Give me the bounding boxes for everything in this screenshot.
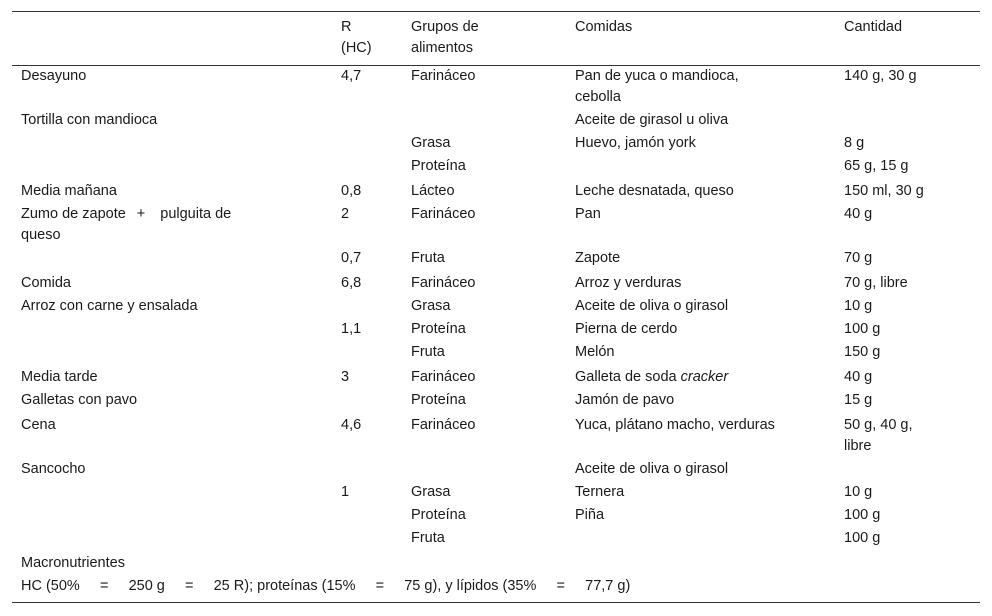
group-grasa1: Grasa: [411, 135, 451, 151]
meal-zumo-part1: Zumo de zapote: [21, 206, 126, 222]
header-groups-line2: alimentos: [411, 40, 474, 56]
r-grasa3: 1: [341, 484, 350, 500]
r-zumo: 2: [341, 206, 350, 222]
food-zumo: Pan: [575, 206, 601, 222]
food-grasa1: Huevo, jamón york: [575, 135, 696, 151]
group-desayuno: Farináceo: [411, 68, 476, 84]
header-groups: [411, 17, 479, 59]
food-arroz: Aceite de oliva o girasol: [575, 298, 729, 314]
group-cena: Farináceo: [411, 417, 476, 433]
food-media-tarde-italic: cracker: [680, 369, 729, 385]
header-foods: Comidas: [575, 19, 633, 35]
meal-zumo-plus: +: [136, 206, 146, 222]
group-comida: Farináceo: [411, 275, 476, 291]
r-proteina2: 1,1: [341, 321, 362, 337]
amount-grasa3: 10 g: [844, 484, 873, 500]
food-fruta1: Zapote: [575, 250, 621, 266]
food-tortilla: Aceite de girasol u oliva: [575, 112, 729, 128]
meal-galletas: Galletas con pavo: [21, 392, 138, 408]
meal-sancocho: Sancocho: [21, 461, 86, 477]
r-cena: 4,6: [341, 417, 362, 433]
meal-zumo-line2: queso: [21, 227, 61, 243]
header-r-line2: (HC): [341, 40, 372, 56]
group-galletas: Proteína: [411, 392, 466, 408]
footer-summary: HC (50% = 250 g = 25 R); proteínas (15% = 75 g), y lípidos (35% = 77,7 g): [21, 578, 631, 594]
amount-galletas: 15 g: [844, 392, 873, 408]
food-comida: Arroz y verduras: [575, 275, 682, 291]
r-fruta1: 0,7: [341, 250, 362, 266]
amount-grasa1: 8 g: [844, 135, 865, 151]
amount-comida: 70 g, libre: [844, 275, 908, 291]
group-proteina2: Proteína: [411, 321, 466, 337]
amount-desayuno: 140 g, 30 g: [844, 68, 917, 84]
amount-arroz: 10 g: [844, 298, 873, 314]
group-zumo: Farináceo: [411, 206, 476, 222]
amount-proteina2: 100 g: [844, 321, 881, 337]
food-galletas: Jamón de pavo: [575, 392, 675, 408]
food-media-tarde-plain: Galleta de soda: [575, 369, 681, 385]
meal-zumo: [21, 204, 281, 246]
food-desayuno: [575, 66, 739, 108]
group-arroz: Grasa: [411, 298, 451, 314]
group-fruta3: Fruta: [411, 530, 445, 546]
group-fruta2: Fruta: [411, 344, 445, 360]
r-desayuno: 4,7: [341, 68, 362, 84]
meal-tortilla: Tortilla con mandioca: [21, 112, 158, 128]
group-proteina3: Proteína: [411, 507, 466, 523]
amount-fruta2: 150 g: [844, 344, 881, 360]
group-grasa3: Grasa: [411, 484, 451, 500]
amount-proteina1: 65 g, 15 g: [844, 158, 909, 174]
table-bottom-rule: [12, 602, 980, 603]
header-r-line1: R: [341, 19, 352, 35]
meal-comida: Comida: [21, 275, 71, 291]
amount-zumo: 40 g: [844, 206, 873, 222]
meal-desayuno: Desayuno: [21, 68, 87, 84]
food-grasa3: Ternera: [575, 484, 625, 500]
header-groups-line1: Grupos de: [411, 19, 479, 35]
amount-media-manana: 150 ml, 30 g: [844, 183, 924, 199]
food-fruta2: Melón: [575, 344, 615, 360]
group-fruta1: Fruta: [411, 250, 445, 266]
table-top-rule: [12, 11, 980, 12]
meal-zumo-line1: [21, 204, 281, 225]
header-rule: [12, 65, 980, 66]
group-proteina1: Proteína: [411, 158, 466, 174]
amount-media-tarde: 40 g: [844, 369, 873, 385]
food-cena: Yuca, plátano macho, verduras: [575, 417, 775, 433]
meal-zumo-part2: pulguita de: [160, 206, 232, 222]
amount-proteina3: 100 g: [844, 507, 881, 523]
meal-media-manana: Media mañana: [21, 183, 117, 199]
meal-cena: Cena: [21, 417, 56, 433]
footer-title: Macronutrientes: [21, 555, 125, 571]
food-proteina3: Piña: [575, 507, 605, 523]
amount-fruta3: 100 g: [844, 530, 881, 546]
food-media-tarde: [575, 367, 728, 388]
food-desayuno-line1: Pan de yuca o mandioca,: [575, 68, 739, 84]
amount-cena-line1: 50 g, 40 g,: [844, 417, 913, 433]
group-media-manana: Lácteo: [411, 183, 455, 199]
amount-fruta1: 70 g: [844, 250, 873, 266]
amount-cena: [844, 415, 913, 457]
r-comida: 6,8: [341, 275, 362, 291]
meal-media-tarde: Media tarde: [21, 369, 98, 385]
food-proteina2: Pierna de cerdo: [575, 321, 678, 337]
header-r: [341, 17, 372, 59]
food-sancocho: Aceite de oliva o girasol: [575, 461, 729, 477]
food-media-manana: Leche desnatada, queso: [575, 183, 734, 199]
group-media-tarde: Farináceo: [411, 369, 476, 385]
amount-cena-line2: libre: [844, 438, 872, 454]
meal-arroz: Arroz con carne y ensalada: [21, 298, 198, 314]
r-media-tarde: 3: [341, 369, 350, 385]
r-media-manana: 0,8: [341, 183, 362, 199]
header-amount: Cantidad: [844, 19, 903, 35]
food-desayuno-line2: cebolla: [575, 89, 621, 105]
